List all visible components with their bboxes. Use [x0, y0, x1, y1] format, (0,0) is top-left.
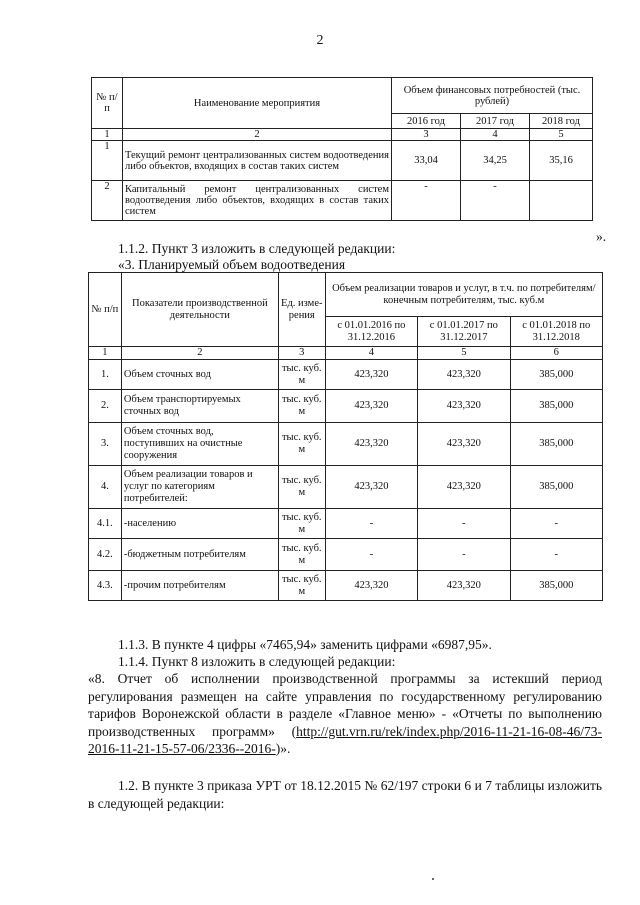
col-number: 1: [92, 129, 123, 141]
col-header-indicator: Показатели производственной деятельности: [121, 273, 278, 347]
table-row: 2. Объем транспортируемых сточных вод тыс. куб. м 423,320 423,320 385,000: [89, 390, 603, 423]
financing-table: [91, 77, 593, 221]
table-row: 1 Текущий ремонт централизованных систем водоотведения либо объектов, входящих в состав таких систем 33,04 34,25 35,16: [92, 141, 593, 181]
table-row: 1. Объем сточных вод тыс. куб. м 423,320 423,320 385,000: [89, 360, 603, 390]
report-link[interactable]: http://gut.vrn.ru/rek/index.php/2016-11-21-16-08-46/73-2016-11-21-15-57-06/2336--2016-: [88, 723, 602, 756]
col-number: 4: [461, 129, 530, 141]
page-number: 2: [316, 33, 324, 48]
table-row: 4.3. -прочим потребителям тыс. куб. м 423,320 423,320 385,000: [89, 571, 603, 601]
col-header-unit: Ед. изме- рения: [278, 273, 325, 347]
col-number: 2: [121, 347, 278, 360]
col-number: 5: [530, 129, 593, 141]
col-number: 6: [510, 347, 602, 360]
table-row: 4. Объем реализации товаров и услуг по категориям потребителей: тыс. куб. м 423,320 423,320 385,000: [89, 466, 603, 509]
table-row: 3. Объем сточных вод, поступивших на очистные сооружения тыс. куб. м 423,320 423,320 385,000: [89, 423, 603, 466]
paragraph-1-2: 1.2. В пункте 3 приказа УРТ от 18.12.2015 № 62/197 строки 6 и 7 таблицы изложить в следующей редакции:: [88, 778, 602, 811]
section-3-title: «3. Планируемый объем водоотведения: [118, 257, 346, 272]
col-header-period: с 01.01.2016 по 31.12.2016: [325, 317, 417, 347]
col-header-year: 2018 год: [530, 114, 593, 129]
col-header-num: № п/п: [92, 78, 123, 129]
col-number: 1: [89, 347, 122, 360]
col-number: 2: [123, 129, 392, 141]
paragraph-1-1-2: 1.1.2. Пункт 3 изложить в следующей редакции:: [118, 241, 396, 256]
col-number: 4: [325, 347, 417, 360]
col-number: 5: [418, 347, 510, 360]
col-header-period: с 01.01.2017 по 31.12.2017: [418, 317, 510, 347]
scan-speck: [432, 878, 434, 880]
table-row: 4.2. -бюджетным потребителям тыс. куб. м - - -: [89, 539, 603, 571]
col-header-year: 2017 год: [461, 114, 530, 129]
col-header-period: с 01.01.2018 по 31.12.2018: [510, 317, 602, 347]
paragraph-1-1-3: 1.1.3. В пункте 4 цифры «7465,94» заменить цифрами «6987,95».: [118, 637, 492, 652]
paragraph-8: «8. Отчет об исполнении производственной программы за истекший период регулирования размещен на сайте управления по государственному регулированию тарифов Воронежской области в разделе «Главное меню» - «Отчеты по выполнению производственных программ» (http://gut.vrn.ru/rek/index.php/2016-11-21-16-08-46/73-2016-11-21-15-57-06/2336--2016-)».: [88, 671, 602, 756]
col-header-num: № п/п: [89, 273, 122, 347]
col-header-year: 2016 год: [392, 114, 461, 129]
col-number: 3: [392, 129, 461, 141]
col-header-finance: Объем финансовых потребностей (тыс. рублей): [392, 78, 593, 114]
table-row: 4.1. -населению тыс. куб. м - - -: [89, 509, 603, 539]
col-number: 3: [278, 347, 325, 360]
col-header-volume: Объем реализации товаров и услуг, в т.ч. по потребителям/ конечным потребителям, тыс. куб.м: [325, 273, 602, 317]
col-header-name: Наименование мероприятия: [123, 78, 392, 129]
table-closing: ».: [596, 229, 607, 244]
paragraph-1-1-4: 1.1.4. Пункт 8 изложить в следующей редакции:: [118, 654, 396, 669]
paragraph-8-text: «8. Отчет об исполнении производственной программы за истекший период регулирования размещен на сайте управления по государственному регулированию тарифов Воронежской области в разделе «Главное меню» - «Отчеты по выполнению производственных программ»: [88, 671, 602, 739]
table-row: 2 Капитальный ремонт централизованных систем водоотведения либо объектов, входящих в состав таких систем - -: [92, 181, 593, 221]
wastewater-volume-table: [88, 272, 603, 601]
paragraph-8-end: )».: [275, 741, 291, 756]
